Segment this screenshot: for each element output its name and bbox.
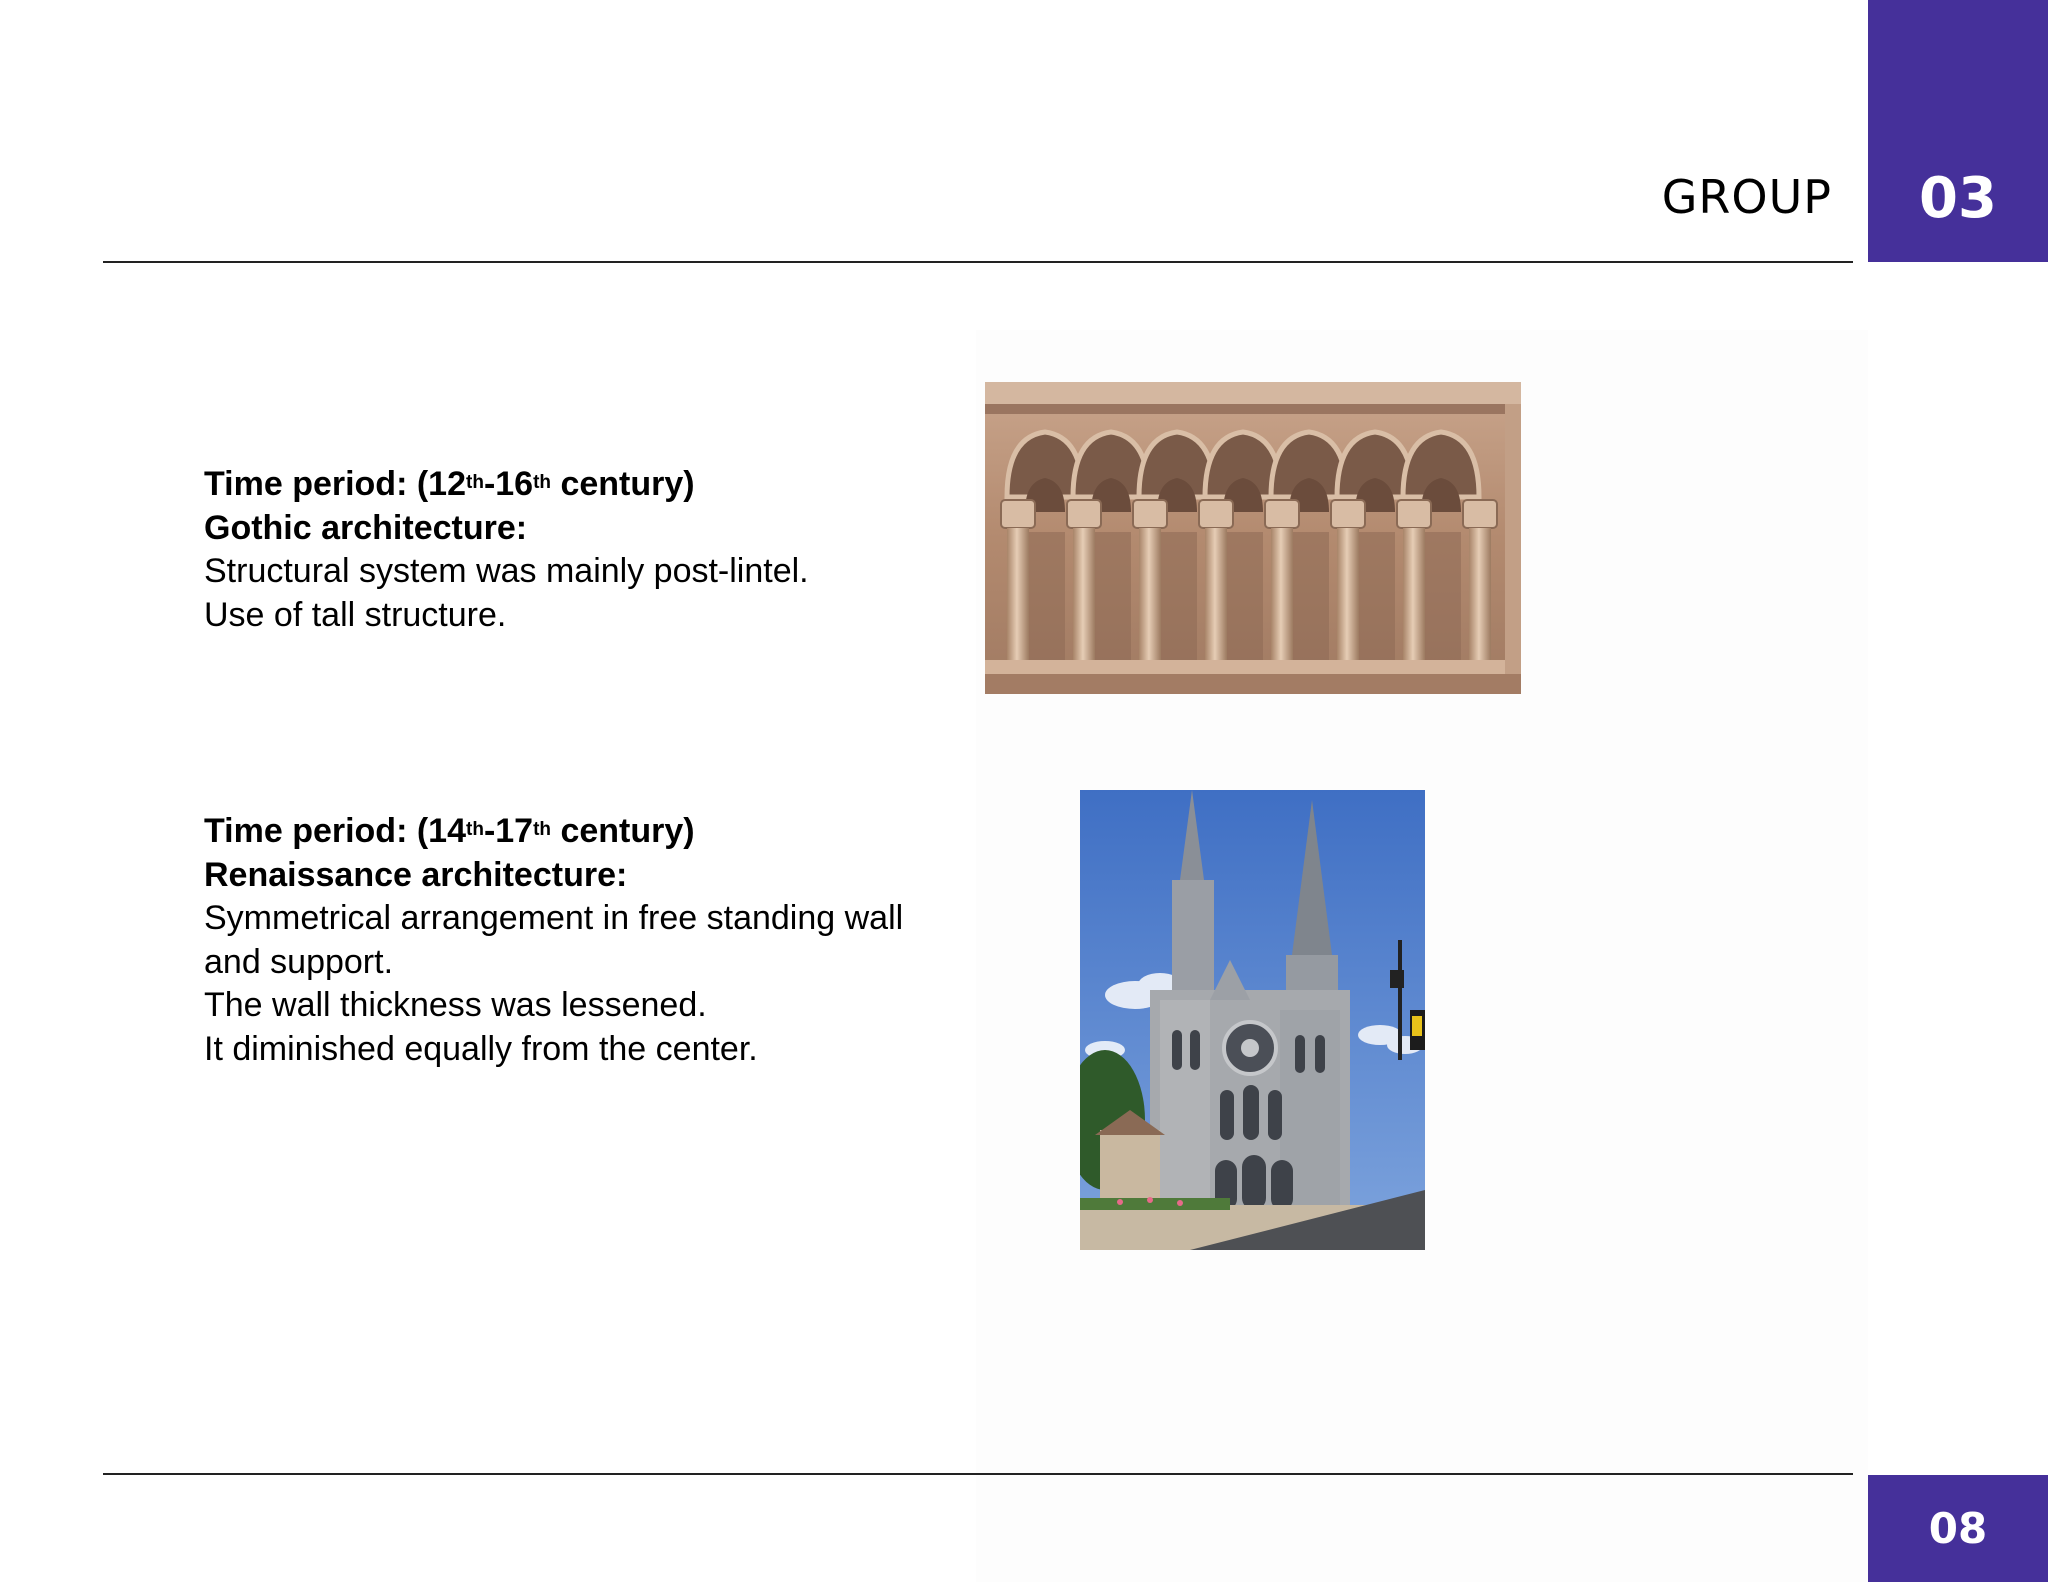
page-badge: [1868, 1475, 2048, 1582]
renaissance-section: [204, 810, 903, 1071]
time-period-heading: Time period: (14th-17th century): [204, 812, 695, 850]
gothic-section: [204, 463, 809, 637]
body-line: Symmetrical arrangement in free standing wall: [204, 899, 904, 937]
time-period-heading: Time period: (12th-16th century): [204, 465, 695, 503]
cathedral-photo: [1080, 790, 1425, 1250]
header-divider: [103, 261, 1853, 263]
gothic-arcade-photo: [985, 382, 1521, 694]
body-line: The wall thickness was lessened.: [204, 986, 707, 1024]
body-line: It diminished equally from the center.: [204, 1029, 758, 1068]
body-line: and support.: [204, 942, 394, 981]
group-badge: [1868, 0, 2048, 262]
group-label: GROUP: [1661, 170, 1832, 224]
page-number: 08: [1928, 1504, 1988, 1553]
body-line: Use of tall structure.: [204, 595, 507, 634]
group-number: 03: [1919, 166, 1997, 231]
footer-divider: [103, 1473, 1853, 1475]
style-heading: Gothic architecture:: [204, 508, 528, 547]
body-line: Structural system was mainly post-lintel.: [204, 552, 809, 590]
style-heading: Renaissance architecture:: [204, 855, 628, 894]
